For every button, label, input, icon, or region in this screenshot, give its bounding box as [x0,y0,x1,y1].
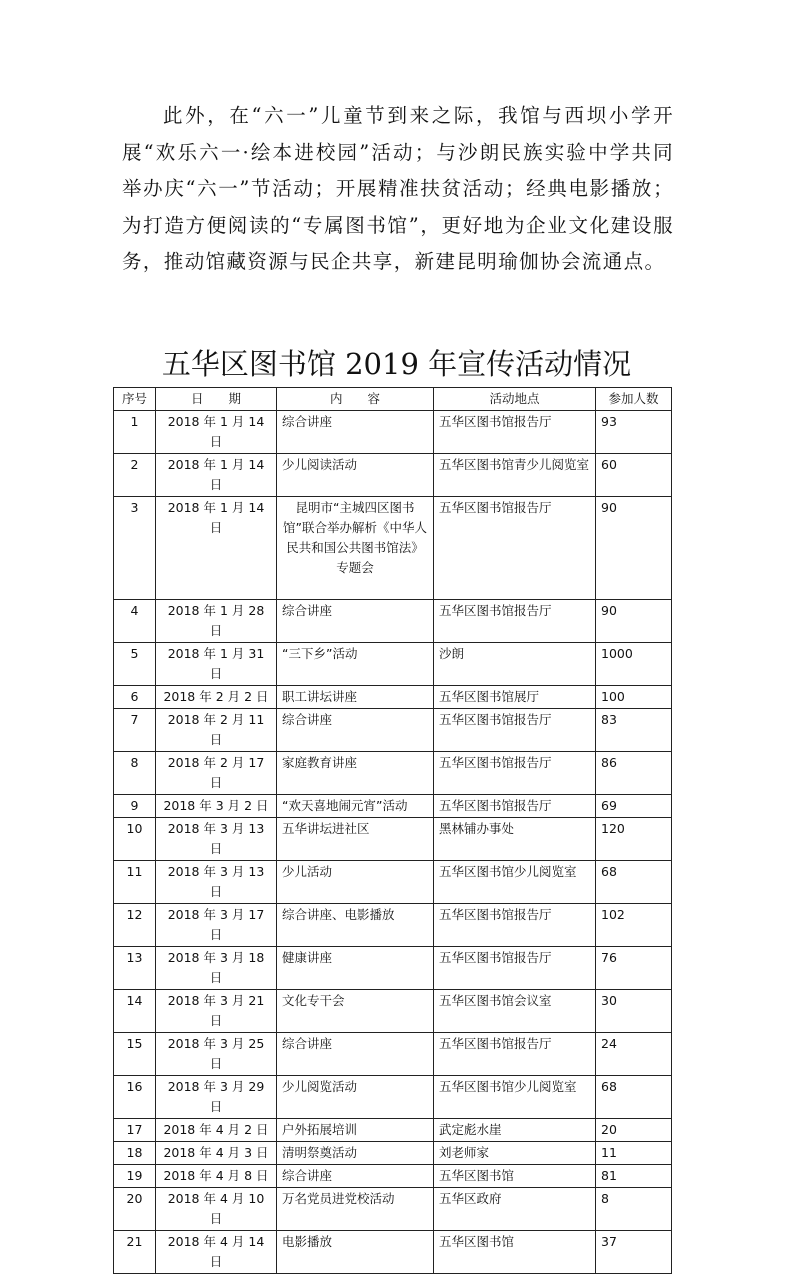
row-content: 综合讲座 [277,600,434,643]
row-content: 综合讲座 [277,411,434,454]
header-date: 日 期 [156,388,277,411]
row-count: 81 [596,1165,672,1188]
row-place: 五华区图书馆少儿阅览室 [434,1076,596,1119]
row-count: 37 [596,1231,672,1274]
header-content: 内 容 [277,388,434,411]
table-row [114,1076,672,1119]
row-count: 76 [596,947,672,990]
row-content: “三下乡”活动 [277,643,434,686]
row-content: 综合讲座、电影播放 [277,904,434,947]
row-number: 17 [114,1119,156,1142]
table-row [114,752,672,795]
row-place: 五华区图书馆报告厅 [434,795,596,818]
table-row [114,990,672,1033]
row-count: 60 [596,454,672,497]
row-content: 电影播放 [277,1231,434,1274]
row-count: 11 [596,1142,672,1165]
row-content: 综合讲座 [277,709,434,752]
row-date: 2018 年 3 月 29 日 [156,1076,277,1119]
table-row [114,600,672,643]
row-place: 黑林铺办事处 [434,818,596,861]
table-row [114,818,672,861]
table-row [114,861,672,904]
row-content: 文化专干会 [277,990,434,1033]
row-place: 五华区图书馆报告厅 [434,947,596,990]
row-number: 16 [114,1076,156,1119]
table-row [114,1188,672,1231]
table-row [114,904,672,947]
row-count: 90 [596,600,672,643]
row-date: 2018 年 3 月 18 日 [156,947,277,990]
row-number: 15 [114,1033,156,1076]
row-place: 武定彪水崖 [434,1119,596,1142]
table-row [114,1231,672,1274]
row-count: 102 [596,904,672,947]
row-date: 2018 年 3 月 25 日 [156,1033,277,1076]
row-count: 83 [596,709,672,752]
row-place: 五华区图书馆报告厅 [434,497,596,600]
row-count: 86 [596,752,672,795]
row-date: 2018 年 4 月 8 日 [156,1165,277,1188]
row-place: 五华区政府 [434,1188,596,1231]
row-place: 沙朗 [434,643,596,686]
row-place: 五华区图书馆少儿阅览室 [434,861,596,904]
table-row [114,686,672,709]
row-number: 4 [114,600,156,643]
row-date: 2018 年 3 月 2 日 [156,795,277,818]
table-header-row [114,388,672,411]
row-place: 五华区图书馆报告厅 [434,709,596,752]
table-row [114,643,672,686]
row-place: 五华区图书馆展厅 [434,686,596,709]
table-row [114,1033,672,1076]
row-count: 120 [596,818,672,861]
row-number: 13 [114,947,156,990]
row-place: 五华区图书馆 [434,1231,596,1274]
table-row [114,1142,672,1165]
row-number: 2 [114,454,156,497]
row-number: 1 [114,411,156,454]
row-place: 五华区图书馆 [434,1165,596,1188]
row-count: 20 [596,1119,672,1142]
table-row [114,947,672,990]
table-title: 五华区图书馆 2019 年宣传活动情况 [161,347,632,381]
row-date: 2018 年 3 月 21 日 [156,990,277,1033]
row-place: 五华区图书馆青少儿阅览室 [434,454,596,497]
row-date: 2018 年 1 月 28 日 [156,600,277,643]
row-date: 2018 年 4 月 2 日 [156,1119,277,1142]
row-place: 五华区图书馆报告厅 [434,600,596,643]
row-date: 2018 年 2 月 2 日 [156,686,277,709]
row-content: 健康讲座 [277,947,434,990]
row-number: 5 [114,643,156,686]
table-row [114,709,672,752]
row-count: 24 [596,1033,672,1076]
row-number: 6 [114,686,156,709]
row-number: 18 [114,1142,156,1165]
body-paragraph: 此外，在“六一”儿童节到来之际，我馆与西坝小学开展“欢乐六一·绘本进校园”活动；与沙朗民族实验中学共同举办庆“六一”节活动；开展精准扶贫活动；经典电影播放；为打造方便阅读的“专属图书馆”，更好地为企业文化建设服务，推动馆藏资源与民企共享，新建昆明瑜伽协会流通点。 [122,104,674,273]
header-count: 参加人数 [596,388,672,411]
row-count: 90 [596,497,672,600]
activities-table [113,387,672,1274]
row-date: 2018 年 1 月 14 日 [156,497,277,600]
row-place: 五华区图书馆报告厅 [434,904,596,947]
row-number: 7 [114,709,156,752]
row-content: 五华讲坛进社区 [277,818,434,861]
row-number: 10 [114,818,156,861]
row-content: 万名党员进党校活动 [277,1188,434,1231]
row-number: 9 [114,795,156,818]
row-count: 68 [596,1076,672,1119]
table-row [114,454,672,497]
row-number: 19 [114,1165,156,1188]
row-content: 户外拓展培训 [277,1119,434,1142]
row-content: “欢天喜地闹元宵”活动 [277,795,434,818]
row-date: 2018 年 1 月 14 日 [156,454,277,497]
row-count: 68 [596,861,672,904]
row-date: 2018 年 1 月 14 日 [156,411,277,454]
row-number: 20 [114,1188,156,1231]
row-date: 2018 年 2 月 17 日 [156,752,277,795]
row-date: 2018 年 3 月 13 日 [156,818,277,861]
row-place: 刘老师家 [434,1142,596,1165]
row-number: 11 [114,861,156,904]
row-count: 93 [596,411,672,454]
row-content: 综合讲座 [277,1165,434,1188]
header-place: 活动地点 [434,388,596,411]
row-content: 昆明市“主城四区图书馆”联合举办解析《中华人民共和国公共图书馆法》专题会 [277,497,434,600]
row-place: 五华区图书馆报告厅 [434,411,596,454]
table-row [114,411,672,454]
header-no: 序号 [114,388,156,411]
row-count: 100 [596,686,672,709]
row-content: 综合讲座 [277,1033,434,1076]
row-content: 家庭教育讲座 [277,752,434,795]
row-number: 3 [114,497,156,600]
row-count: 30 [596,990,672,1033]
row-content: 少儿阅览活动 [277,1076,434,1119]
table-row [114,497,672,600]
row-place: 五华区图书馆报告厅 [434,1033,596,1076]
row-content: 少儿阅读活动 [277,454,434,497]
row-place: 五华区图书馆会议室 [434,990,596,1033]
row-content: 清明祭奠活动 [277,1142,434,1165]
row-place: 五华区图书馆报告厅 [434,752,596,795]
row-content: 职工讲坛讲座 [277,686,434,709]
row-count: 8 [596,1188,672,1231]
row-date: 2018 年 4 月 10 日 [156,1188,277,1231]
row-date: 2018 年 3 月 17 日 [156,904,277,947]
row-number: 8 [114,752,156,795]
row-number: 21 [114,1231,156,1274]
row-date: 2018 年 4 月 3 日 [156,1142,277,1165]
row-number: 14 [114,990,156,1033]
row-date: 2018 年 1 月 31 日 [156,643,277,686]
row-content: 少儿活动 [277,861,434,904]
table-row [114,1165,672,1188]
row-count: 69 [596,795,672,818]
row-date: 2018 年 4 月 14 日 [156,1231,277,1274]
row-date: 2018 年 3 月 13 日 [156,861,277,904]
row-count: 1000 [596,643,672,686]
row-number: 12 [114,904,156,947]
row-date: 2018 年 2 月 11 日 [156,709,277,752]
table-row [114,795,672,818]
